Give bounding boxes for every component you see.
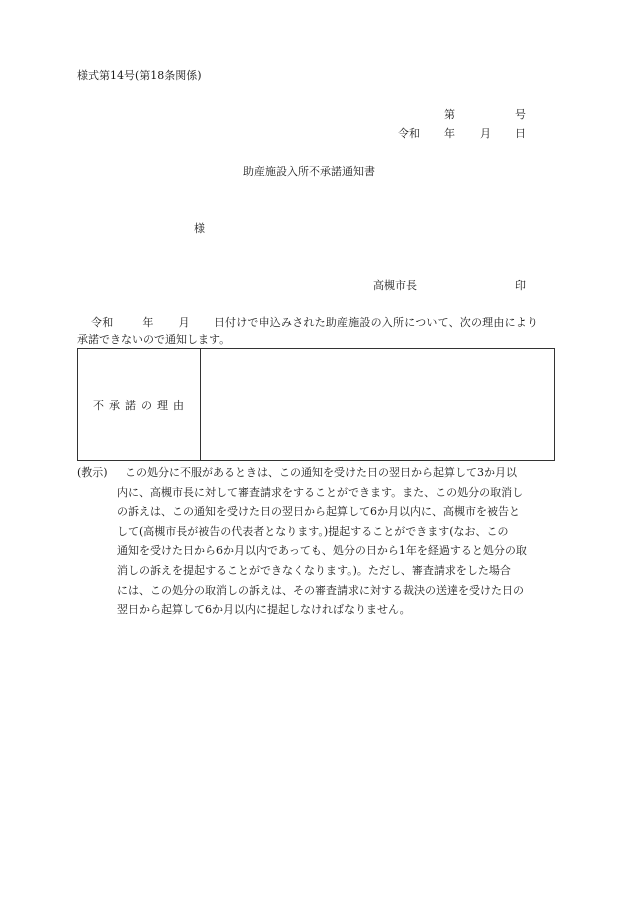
form-number: 様式第14号(第18条関係): [77, 69, 202, 82]
notice-line: 消しの訴えを提起することができなくなります。)。ただし、審査請求をした場合: [117, 564, 511, 577]
reason-value-field[interactable]: [201, 349, 554, 460]
notice-line: 通知を受けた日から6か月以内であっても、処分の日から1年を経過すると処分の取: [117, 544, 527, 558]
body-month: 月: [178, 316, 190, 329]
notice-heading: (教示): [77, 466, 108, 479]
body-year: 年: [142, 316, 154, 329]
date-day: 日: [515, 127, 526, 140]
reason-label: 不承諾の理由: [78, 349, 201, 460]
notice-line: の訴えは、この通知を受けた日の翌日から起算して6か月以内に、高槻市を被告と: [117, 505, 520, 519]
notice-line: には、この処分の取消しの訴えは、その審査請求に対する裁決の送達を受けた日の: [117, 583, 524, 597]
notice-line: この処分に不服があるときは、この通知を受けた日の翌日から起算して3か月以: [125, 466, 517, 479]
body-era: 令和: [91, 316, 114, 329]
date-era: 令和: [398, 127, 420, 140]
document-number-dai: 第: [444, 108, 455, 121]
document-title: 助産施設入所不承諾通知書: [243, 165, 375, 178]
body-line-1: [77, 314, 557, 330]
body-line-2: 承諾できないので通知します。: [77, 333, 231, 346]
notice-line: 翌日から起算して6か月以内に提起しなければなりません。: [117, 603, 411, 617]
date-year: 年: [444, 127, 455, 140]
date-month: 月: [480, 127, 491, 140]
issuer-name: 高槻市長: [373, 279, 417, 292]
body-line-1-text: 日付けで申込みされた助産施設の入所について、次の理由により: [213, 316, 539, 329]
notice-line: して(高槻市長が被告の代表者となります。)提起することができます(なお、この: [117, 524, 509, 538]
addressee-suffix: 様: [194, 222, 205, 235]
notice-line: 内に、高槻市長に対して審査請求をすることができます。また、この処分の取消し: [117, 485, 524, 499]
seal-mark: 印: [515, 279, 526, 292]
document-number-go: 号: [515, 108, 526, 121]
reason-table: [77, 348, 555, 461]
